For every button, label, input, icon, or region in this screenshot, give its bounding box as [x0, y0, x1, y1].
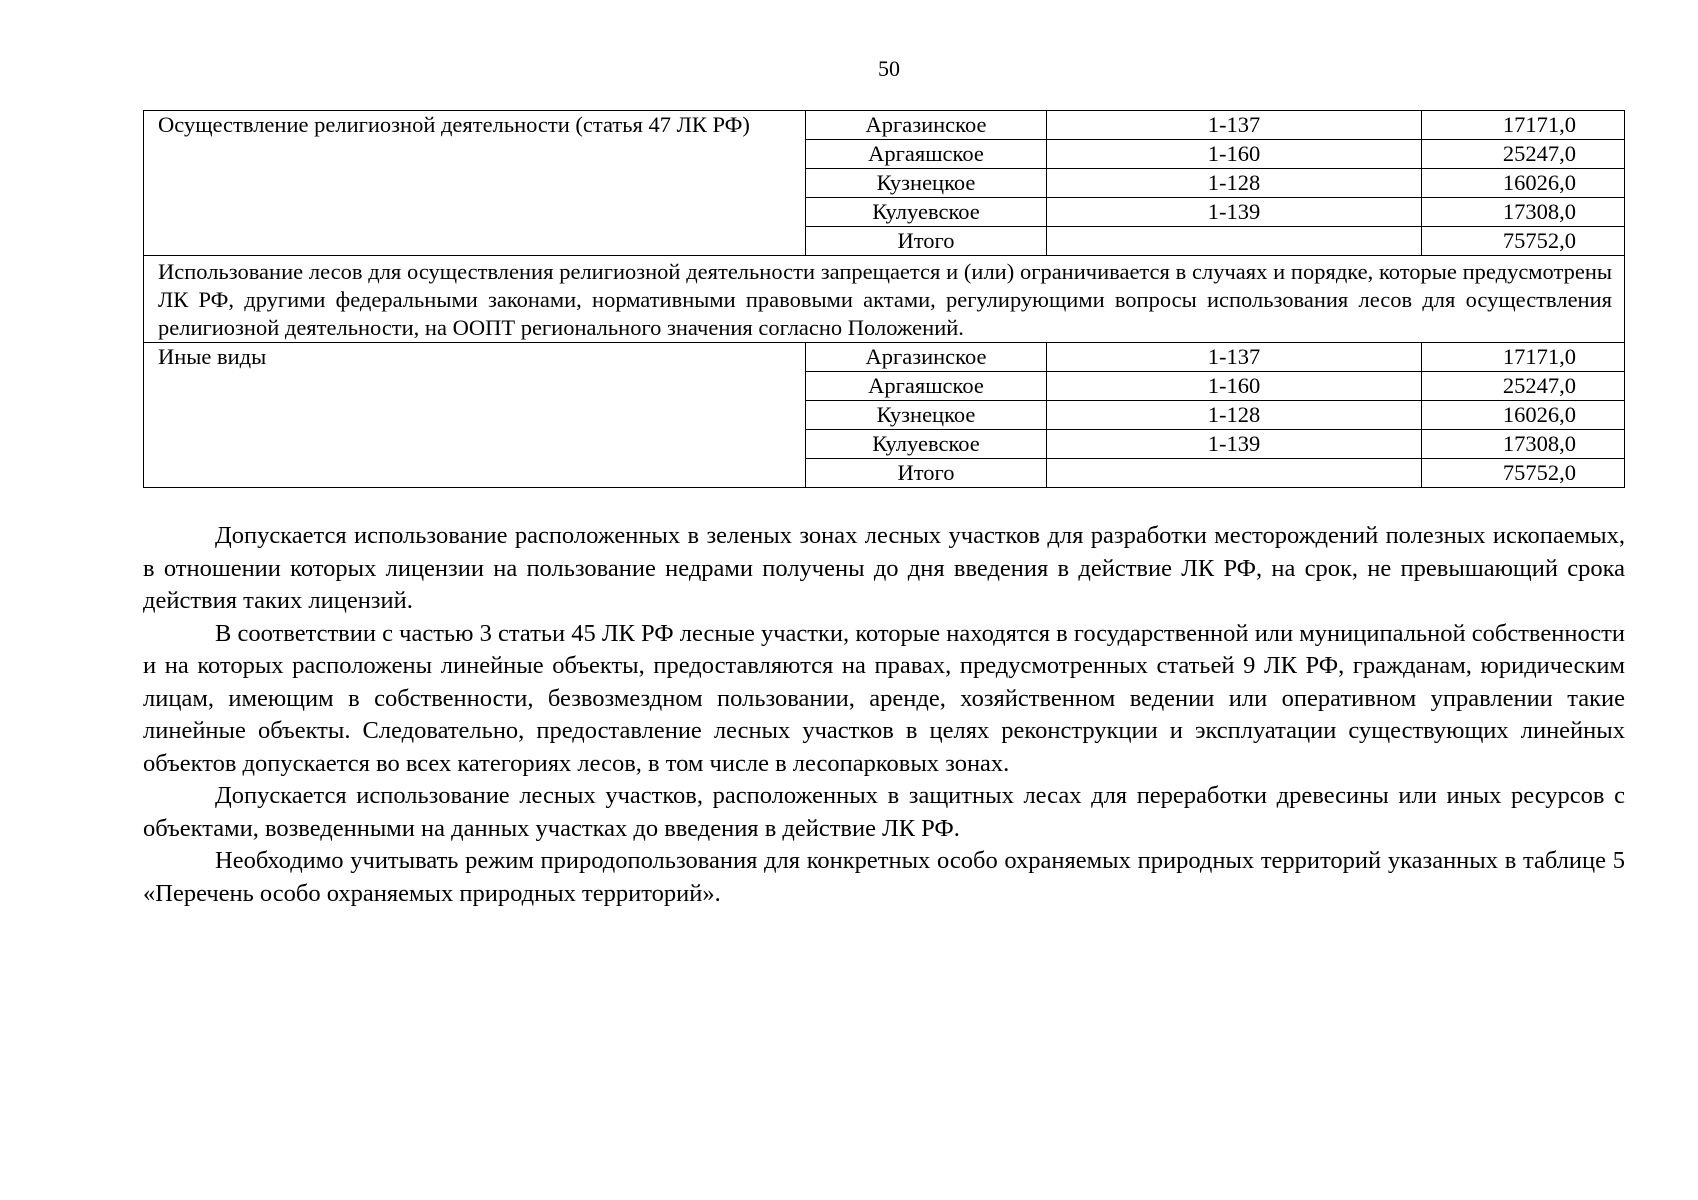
table-row	[144, 111, 1625, 140]
area-cell: 17308,0	[1422, 198, 1625, 227]
quarters-cell	[1047, 459, 1422, 488]
total-area-cell: 75752,0	[1422, 227, 1625, 256]
forestry-cell: Аргаяшское	[806, 140, 1047, 169]
forestry-cell: Кулуевское	[806, 430, 1047, 459]
forestry-cell: Кузнецкое	[806, 401, 1047, 430]
quarters-cell: 1-128	[1047, 169, 1422, 198]
area-cell: 17171,0	[1422, 111, 1625, 140]
area-cell: 17308,0	[1422, 430, 1625, 459]
paragraph: Допускается использование лесных участков, расположенных в защитных лесах для переработки древесины или иных ресурсов с объектами, возведенными на данных участках до введения в действие ЛК РФ.	[143, 782, 1625, 842]
quarters-cell: 1-139	[1047, 430, 1422, 459]
quarters-cell: 1-137	[1047, 343, 1422, 372]
forestry-cell: Аргаяшское	[806, 372, 1047, 401]
forestry-cell: Аргазинское	[806, 111, 1047, 140]
quarters-cell: 1-160	[1047, 372, 1422, 401]
area-cell: 17171,0	[1422, 343, 1625, 372]
forestry-cell: Аргазинское	[806, 343, 1047, 372]
forestry-cell: Кулуевское	[806, 198, 1047, 227]
total-label-cell: Итого	[806, 227, 1047, 256]
quarters-cell	[1047, 227, 1422, 256]
total-area-cell: 75752,0	[1422, 459, 1625, 488]
paragraph: В соответствии с частью 3 статьи 45 ЛК РФ лесные участки, которые находятся в государственной или муниципальной собственности и на которых расположены линейные объекты, предоставляются на правах, предусмотренных статьей 9 ЛК РФ, гражданам, юридическим лицам, имеющим в собственности, безвозмездном пользовании, аренде, хозяйственном ведении или оперативном управлении такие линейные объекты. Следовательно, предоставление лесных участков в целях реконструкции и эксплуатации существующих линейных объектов допускается во всех категориях лесов, в том числе в лесопарковых зонах.	[143, 619, 1625, 777]
quarters-cell: 1-160	[1047, 140, 1422, 169]
quarters-cell: 1-139	[1047, 198, 1422, 227]
forestry-cell: Кузнецкое	[806, 169, 1047, 198]
area-cell: 25247,0	[1422, 140, 1625, 169]
table-note: Использование лесов для осуществления религиозной деятельности запрещается и (или) ограничивается в случаях и порядке, которые предусмотрены ЛК РФ, другими федеральными законами, нормативными правовыми актами, регулирующими вопросы использования лесов для осуществления религиозной деятельности, на ООПТ регионального значения согласно Положений.	[144, 256, 1625, 343]
total-label-cell: Итого	[806, 459, 1047, 488]
table-note-row	[144, 256, 1625, 343]
area-cell: 16026,0	[1422, 401, 1625, 430]
use-kind-cell: Иные виды	[144, 343, 806, 488]
use-kind-cell: Осуществление религиозной деятельности (статья 47 ЛК РФ)	[144, 111, 806, 256]
paragraph: Допускается использование расположенных в зеленых зонах лесных участков для разработки месторождений полезных ископаемых, в отношении которых лицензии на пользование недрами получены до дня введения в действие ЛК РФ, на срок, не превышающий срока действия таких лицензий.	[143, 522, 1625, 614]
table-row	[144, 343, 1625, 372]
paragraph: Необходимо учитывать режим природопользования для конкретных особо охраняемых природных территорий указанных в таблице 5 «Перечень особо охраняемых природных территорий».	[143, 847, 1625, 907]
page-number: 50	[878, 56, 900, 81]
forest-use-table	[143, 110, 1625, 488]
body-text	[143, 520, 1625, 910]
quarters-cell: 1-137	[1047, 111, 1422, 140]
area-cell: 16026,0	[1422, 169, 1625, 198]
quarters-cell: 1-128	[1047, 401, 1422, 430]
area-cell: 25247,0	[1422, 372, 1625, 401]
